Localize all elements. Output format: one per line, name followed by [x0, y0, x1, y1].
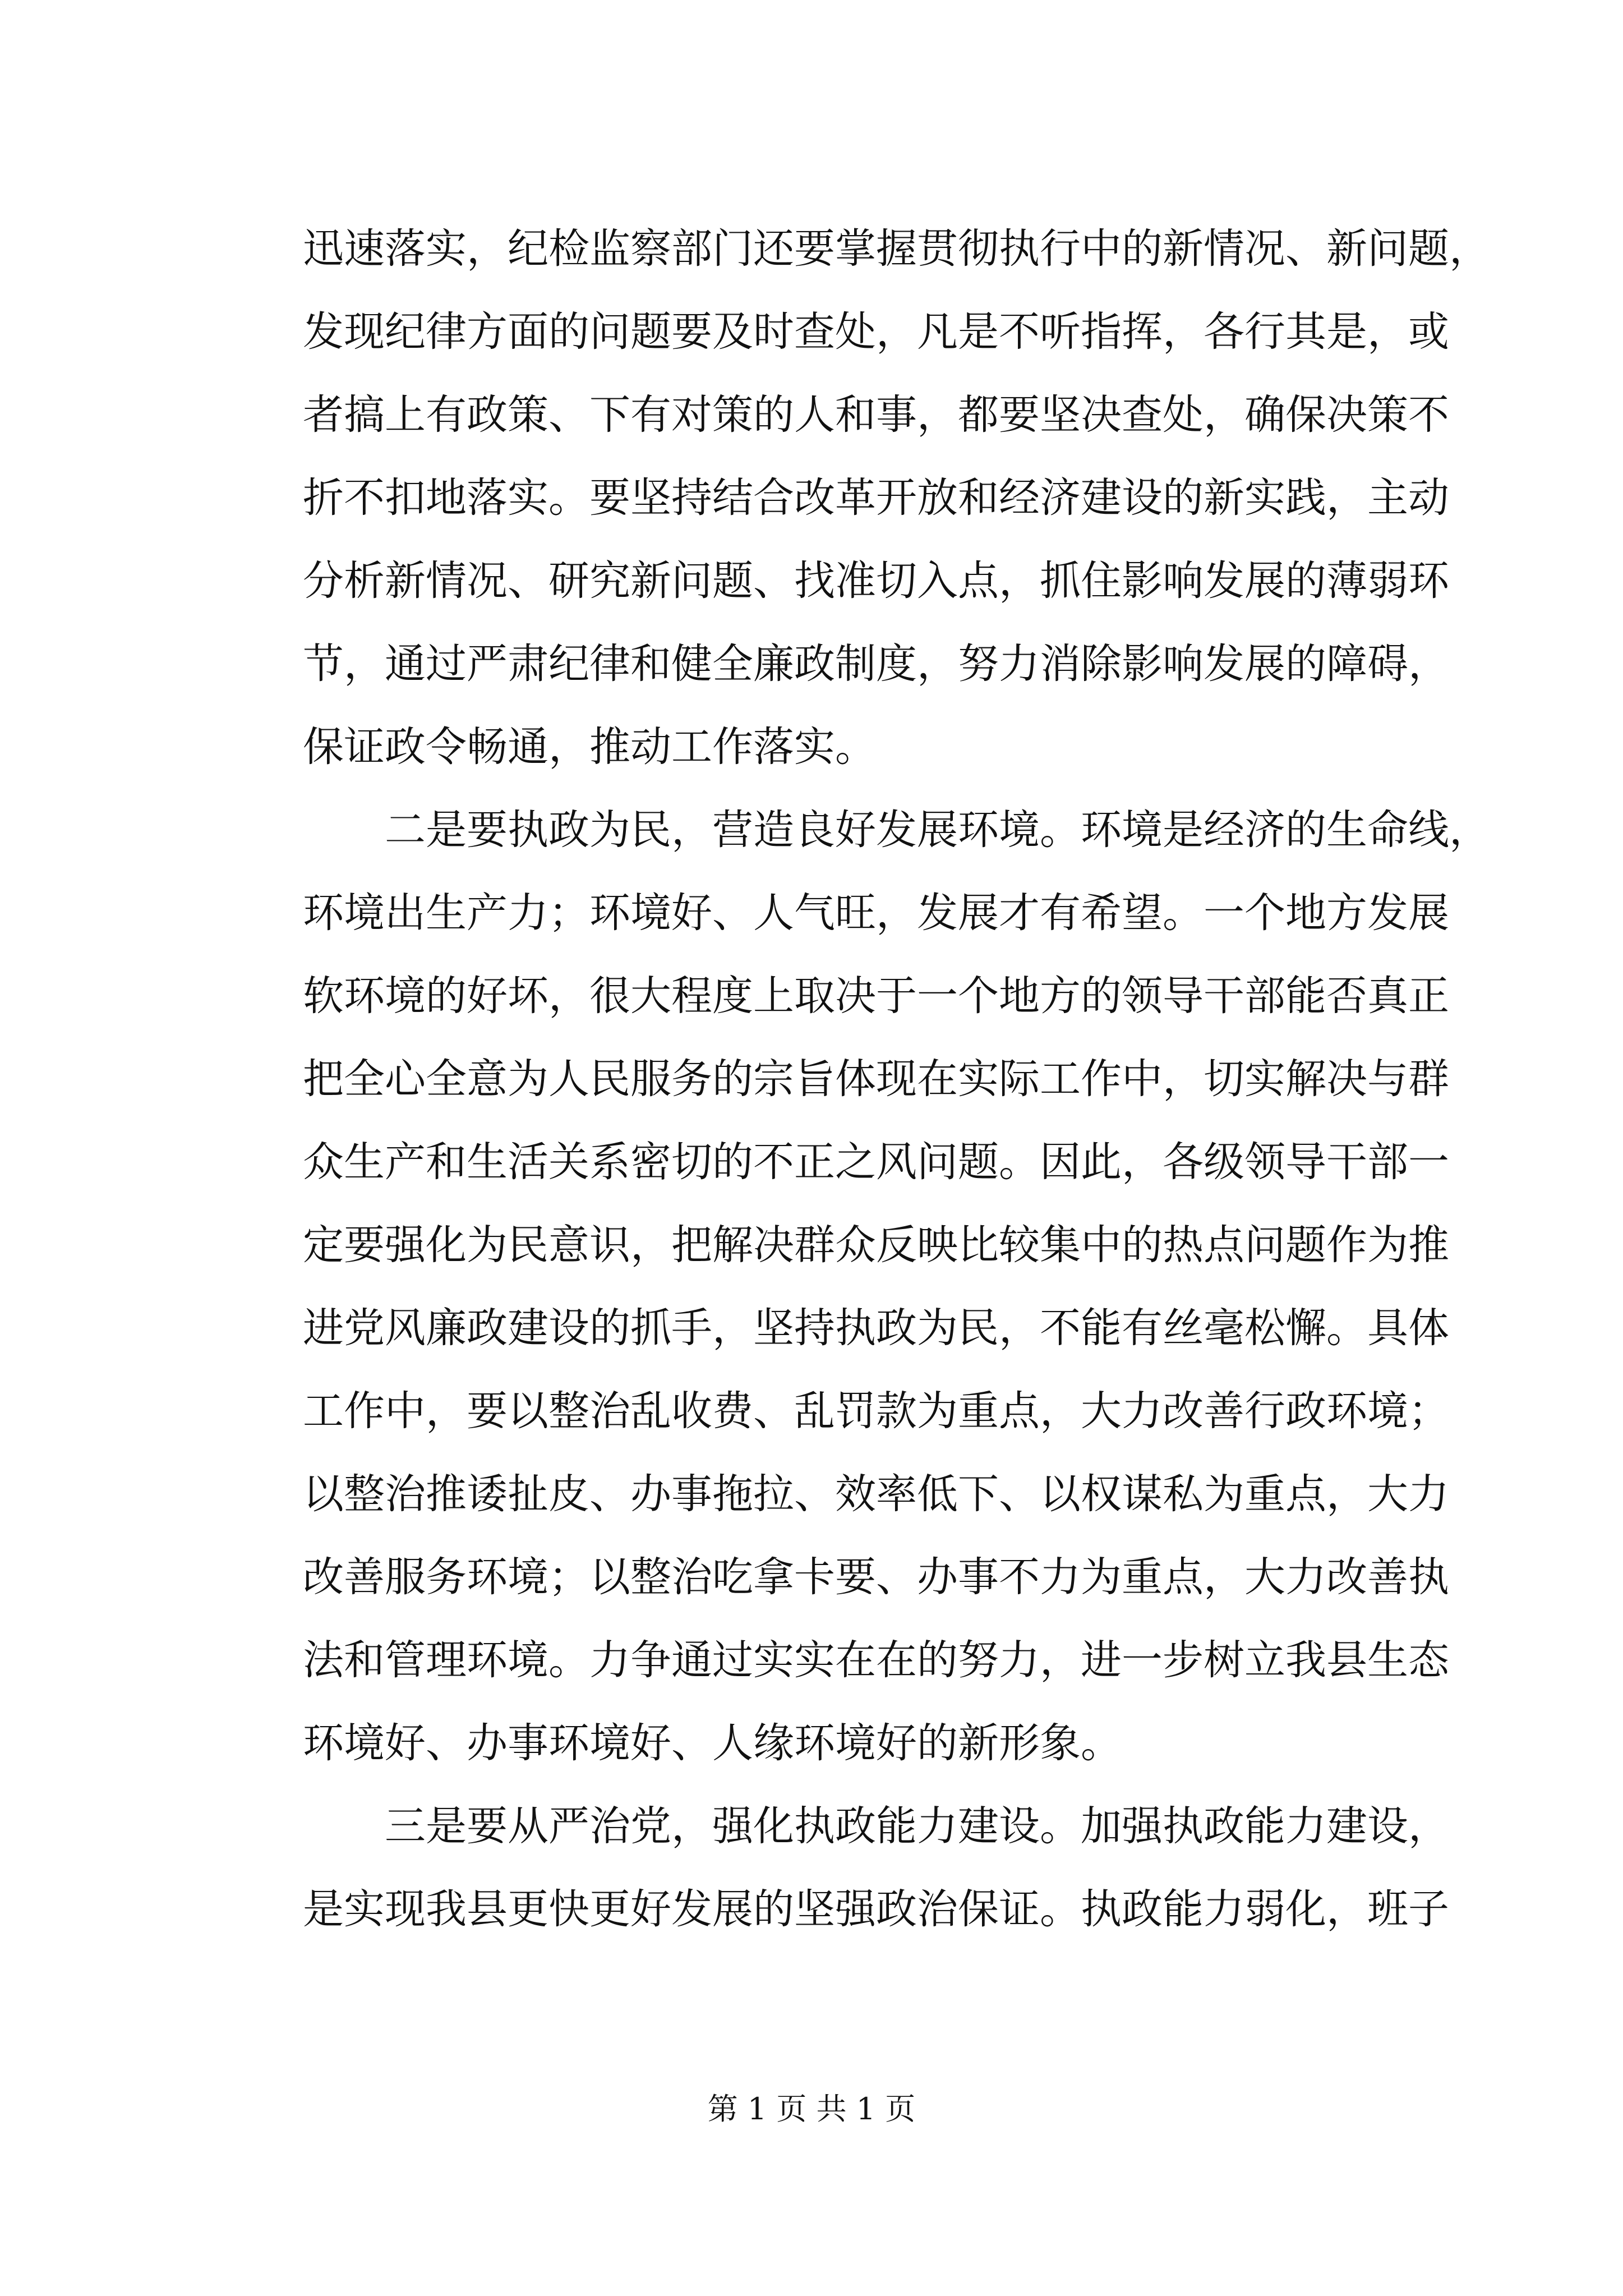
text-line: 节，通过严肃纪律和健全廉政制度，努力消除影响发展的障碍，	[303, 640, 1449, 688]
text-line: 法和管理环境。力争通过实实在在的努力，进一步树立我县生态	[303, 1636, 1449, 1684]
text-line: 迅速落实，纪检监察部门还要掌握贯彻执行中的新情况、新问题，	[303, 225, 1490, 273]
text-line: 以整治推诿扯皮、办事拖拉、效率低下、以权谋私为重点，大力	[303, 1470, 1449, 1518]
text-line: 折不扣地落实。要坚持结合改革开放和经济建设的新实践，主动	[303, 474, 1449, 522]
text-line: 把全心全意为人民服务的宗旨体现在实际工作中，切实解决与群	[303, 1055, 1449, 1103]
paragraph-start-line: 三是要从严治党，强化执政能力建设。加强执政能力建设，	[385, 1802, 1449, 1850]
text-line: 环境出生产力；环境好、人气旺，发展才有希望。一个地方发展	[303, 889, 1449, 937]
page-number-label: 第 1 页 共 1 页	[707, 2091, 916, 2127]
text-line: 定要强化为民意识，把解决群众反映比较集中的热点问题作为推	[303, 1221, 1449, 1269]
text-line: 保证政令畅通，推动工作落实。	[303, 723, 876, 771]
text-line: 进党风廉政建设的抓手，坚持执政为民，不能有丝毫松懈。具体	[303, 1304, 1449, 1352]
text-line: 众生产和生活关系密切的不正之风问题。因此，各级领导干部一	[303, 1138, 1449, 1186]
text-line: 改善服务环境；以整治吃拿卡要、办事不力为重点，大力改善执	[303, 1553, 1449, 1601]
document-body	[303, 208, 1490, 1951]
text-line: 者搞上有政策、下有对策的人和事，都要坚决查处，确保决策不	[303, 391, 1449, 439]
text-line: 工作中，要以整治乱收费、乱罚款为重点，大力改善行政环境；	[303, 1387, 1449, 1435]
text-line: 环境好、办事环境好、人缘环境好的新形象。	[303, 1719, 1122, 1767]
paragraph-start-line: 二是要执政为民，营造良好发展环境。环境是经济的生命线，	[385, 806, 1490, 854]
text-line: 分析新情况、研究新问题、找准切入点，抓住影响发展的薄弱环	[303, 557, 1449, 605]
text-line: 发现纪律方面的问题要及时查处，凡是不听指挥，各行其是，或	[303, 308, 1449, 356]
page-footer	[0, 2090, 1623, 2129]
text-line: 是实现我县更快更好发展的坚强政治保证。执政能力弱化，班子	[303, 1885, 1449, 1933]
text-line: 软环境的好坏，很大程度上取决于一个地方的领导干部能否真正	[303, 972, 1449, 1020]
